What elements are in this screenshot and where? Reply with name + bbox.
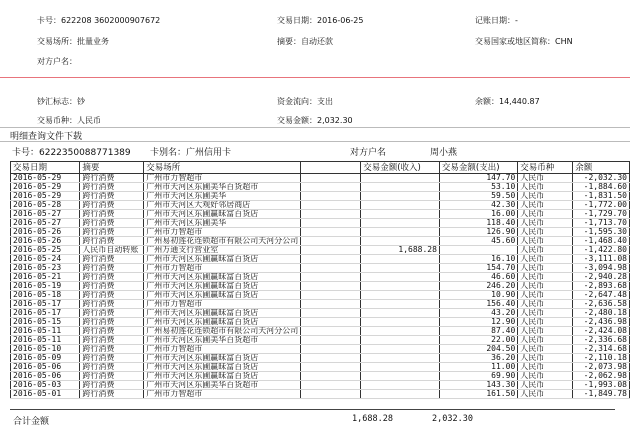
cell-income [361, 282, 440, 291]
cell-date: 2016-05-06 [11, 372, 80, 381]
balance-field: 余额：14,440.87 [475, 97, 540, 106]
cell-expense: 204.50 [439, 345, 517, 354]
cell-currency: 人民币 [518, 282, 573, 291]
cell-income [361, 372, 440, 381]
counterparty-label: 对方户名 [350, 148, 387, 158]
trade-place-field: 交易场所：批量业务 [37, 37, 109, 46]
cell-blank [301, 246, 361, 255]
cell-expense: 46.60 [439, 273, 517, 282]
cell-balance: -2,636.58 [573, 300, 630, 309]
cell-place: 广州市天河区东圃赢昧富百货店 [144, 363, 301, 372]
cell-date: 2016-05-09 [11, 354, 80, 363]
cell-place: 广州市力智超市 [144, 228, 301, 237]
table-row [11, 237, 630, 246]
cell-date: 2016-05-29 [11, 192, 80, 201]
cell-blank [301, 264, 361, 273]
cell-balance: -2,893.68 [573, 282, 630, 291]
total-expense: 2,032.30 [432, 414, 473, 424]
cell-blank [301, 273, 361, 282]
cell-expense: 59.50 [439, 192, 517, 201]
statement-card-alias: 卡别名：广州信用卡 [150, 148, 232, 158]
cell-summary: 跨行消费 [80, 291, 144, 300]
cell-blank [301, 318, 361, 327]
cell-balance: -1,849.78 [573, 390, 630, 399]
cell-currency: 人民币 [518, 372, 573, 381]
cell-balance: -1,831.50 [573, 192, 630, 201]
cell-balance: -2,940.28 [573, 273, 630, 282]
cell-blank [301, 309, 361, 318]
cell-place: 广州市天河区东圃赢昧富百货店 [144, 291, 301, 300]
cell-currency: 人民币 [518, 345, 573, 354]
cell-summary: 跨行消费 [80, 228, 144, 237]
cell-currency: 人民币 [518, 219, 573, 228]
cell-place: 广州市天河区东圃赢昧富百货店 [144, 309, 301, 318]
cell-income [361, 237, 440, 246]
footer-divider [10, 409, 615, 410]
cell-date: 2016-05-11 [11, 327, 80, 336]
cell-expense: 143.30 [439, 381, 517, 390]
cell-summary: 跨行消费 [80, 318, 144, 327]
cell-expense: 53.10 [439, 183, 517, 192]
cell-balance: -1,884.60 [573, 183, 630, 192]
col-header-blank [301, 162, 361, 174]
cell-place: 广州市力智超市 [144, 300, 301, 309]
table-row [11, 201, 630, 210]
currency-field: 交易币种：人民币 [37, 116, 101, 125]
cell-blank [301, 336, 361, 345]
cell-balance: -1,993.08 [573, 381, 630, 390]
cell-balance: -2,480.18 [573, 309, 630, 318]
cell-currency: 人民币 [518, 210, 573, 219]
cell-balance: -3,111.08 [573, 255, 630, 264]
table-row [11, 345, 630, 354]
cell-expense: 156.40 [439, 300, 517, 309]
cell-summary: 跨行消费 [80, 345, 144, 354]
cell-expense: 246.20 [439, 282, 517, 291]
table-row [11, 273, 630, 282]
cell-date: 2016-05-01 [11, 390, 80, 399]
cell-expense: 118.40 [439, 219, 517, 228]
cell-income [361, 327, 440, 336]
cell-date: 2016-05-26 [11, 228, 80, 237]
cell-date: 2016-05-11 [11, 336, 80, 345]
table-row [11, 210, 630, 219]
cell-income: 1,688.28 [361, 246, 440, 255]
cell-place: 广州市天河区东圃赢昧富百货店 [144, 372, 301, 381]
cell-date: 2016-05-15 [11, 318, 80, 327]
table-row [11, 228, 630, 237]
table-row [11, 174, 630, 183]
cell-currency: 人民币 [518, 174, 573, 183]
cell-summary: 跨行消费 [80, 192, 144, 201]
cell-income [361, 174, 440, 183]
cell-expense: 22.00 [439, 336, 517, 345]
cell-summary: 跨行消费 [80, 372, 144, 381]
cell-place: 广州市天河区大观好邻居商店 [144, 201, 301, 210]
cell-date: 2016-05-26 [11, 237, 80, 246]
cell-expense: 147.70 [439, 174, 517, 183]
cell-summary: 跨行消费 [80, 390, 144, 399]
cell-balance: -1,772.00 [573, 201, 630, 210]
cell-place: 广州市天河区东圃赢昧富百货店 [144, 255, 301, 264]
col-header-currency: 交易币种 [518, 162, 573, 174]
cell-expense: 154.70 [439, 264, 517, 273]
cell-place: 广州市天河区东圃美华百货超市 [144, 381, 301, 390]
cell-currency: 人民币 [518, 201, 573, 210]
table-row [11, 219, 630, 228]
cell-currency: 人民币 [518, 264, 573, 273]
total-income: 1,688.28 [352, 414, 393, 424]
cell-currency: 人民币 [518, 390, 573, 399]
statement-card-number: 卡号：6222350088771389 [12, 148, 131, 158]
cell-balance: -2,424.08 [573, 327, 630, 336]
cell-currency: 人民币 [518, 237, 573, 246]
col-header-summary: 摘要 [80, 162, 144, 174]
cell-date: 2016-05-17 [11, 309, 80, 318]
cell-balance: -1,713.70 [573, 219, 630, 228]
cell-income [361, 228, 440, 237]
cell-income [361, 309, 440, 318]
cell-summary: 跨行消费 [80, 309, 144, 318]
cell-balance: -2,314.68 [573, 345, 630, 354]
cell-place: 广州市天河区东圃赢昧富百货店 [144, 282, 301, 291]
cell-date: 2016-05-10 [11, 345, 80, 354]
cell-income [361, 273, 440, 282]
card-number-field: 卡号：622208 3602000907672 [37, 16, 161, 25]
cell-blank [301, 210, 361, 219]
cell-currency: 人民币 [518, 309, 573, 318]
cell-blank [301, 255, 361, 264]
cell-date: 2016-05-18 [11, 291, 80, 300]
cell-date: 2016-05-17 [11, 300, 80, 309]
counterparty-value: 周小燕 [430, 148, 458, 158]
cell-place: 广州市天河区东圃美华 [144, 192, 301, 201]
cell-currency: 人民币 [518, 255, 573, 264]
cell-place: 广州市天河区东圃赢昧富百货店 [144, 210, 301, 219]
cell-blank [301, 327, 361, 336]
cell-blank [301, 372, 361, 381]
cell-currency: 人民币 [518, 273, 573, 282]
cell-blank [301, 174, 361, 183]
table-row [11, 192, 630, 201]
cell-income [361, 192, 440, 201]
cell-income [361, 300, 440, 309]
cash-flag-field: 钞汇标志：钞 [37, 97, 85, 106]
table-row [11, 309, 630, 318]
cell-currency: 人民币 [518, 363, 573, 372]
cell-date: 2016-05-23 [11, 264, 80, 273]
cell-balance: -1,468.40 [573, 237, 630, 246]
post-date-field: 记账日期：- [475, 16, 518, 25]
table-row [11, 336, 630, 345]
cell-date: 2016-05-21 [11, 273, 80, 282]
cell-income [361, 363, 440, 372]
section-title-underline [0, 141, 630, 142]
cell-summary: 人民币自动转账 [80, 246, 144, 255]
table-row [11, 183, 630, 192]
cell-currency: 人民币 [518, 183, 573, 192]
cell-place: 广州市天河区东圃美华 [144, 219, 301, 228]
cell-blank [301, 201, 361, 210]
cell-currency: 人民币 [518, 192, 573, 201]
cell-income [361, 255, 440, 264]
cell-balance: -1,595.30 [573, 228, 630, 237]
table-row [11, 327, 630, 336]
cell-date: 2016-05-27 [11, 210, 80, 219]
cell-income [361, 345, 440, 354]
table-row [11, 318, 630, 327]
cell-blank [301, 282, 361, 291]
cell-income [361, 336, 440, 345]
cell-blank [301, 354, 361, 363]
cell-income [361, 219, 440, 228]
cell-place: 广州市天河区东圃赢昧富百货店 [144, 318, 301, 327]
cell-expense: 126.90 [439, 228, 517, 237]
cell-place: 广州易初莲花连锁超市有限公司天河分公司 [144, 237, 301, 246]
cell-place: 广州市力智超市 [144, 345, 301, 354]
cell-summary: 跨行消费 [80, 264, 144, 273]
cell-place: 广州万通支行营业室 [144, 246, 301, 255]
cell-balance: -3,094.98 [573, 264, 630, 273]
cell-expense: 161.50 [439, 390, 517, 399]
cell-summary: 跨行消费 [80, 336, 144, 345]
table-row [11, 354, 630, 363]
cell-expense: 43.20 [439, 309, 517, 318]
cell-blank [301, 192, 361, 201]
cell-currency: 人民币 [518, 381, 573, 390]
cell-summary: 跨行消费 [80, 237, 144, 246]
cell-summary: 跨行消费 [80, 210, 144, 219]
country-field: 交易国家或地区简称：CHN [475, 37, 573, 46]
fund-flow-field: 资金流向：支出 [277, 97, 333, 106]
cell-blank [301, 381, 361, 390]
cell-expense: 12.90 [439, 318, 517, 327]
cell-date: 2016-05-25 [11, 246, 80, 255]
col-header-date: 交易日期 [11, 162, 80, 174]
transaction-table [10, 161, 630, 399]
cell-date: 2016-05-29 [11, 183, 80, 192]
cell-summary: 跨行消费 [80, 282, 144, 291]
cell-balance: -1,422.80 [573, 246, 630, 255]
cell-blank [301, 300, 361, 309]
cell-date: 2016-05-19 [11, 282, 80, 291]
table-row [11, 381, 630, 390]
cell-currency: 人民币 [518, 336, 573, 345]
cell-balance: -2,110.18 [573, 354, 630, 363]
cell-place: 广州市天河区东圃赢昧富百货店 [144, 273, 301, 282]
cell-summary: 跨行消费 [80, 327, 144, 336]
cell-currency: 人民币 [518, 300, 573, 309]
cell-date: 2016-05-24 [11, 255, 80, 264]
cell-blank [301, 228, 361, 237]
counterparty-field: 对方户名： [37, 57, 77, 66]
cell-summary: 跨行消费 [80, 183, 144, 192]
table-row [11, 363, 630, 372]
amount-field: 交易金额：2,032.30 [277, 116, 353, 125]
cell-balance: -1,729.70 [573, 210, 630, 219]
cell-date: 2016-05-06 [11, 363, 80, 372]
cell-place: 广州市力智超市 [144, 174, 301, 183]
cell-income [361, 183, 440, 192]
cell-expense: 42.30 [439, 201, 517, 210]
cell-expense: 45.60 [439, 237, 517, 246]
section-divider [0, 127, 630, 128]
table-row [11, 291, 630, 300]
cell-income [361, 318, 440, 327]
cell-expense: 16.00 [439, 210, 517, 219]
cell-expense: 36.20 [439, 354, 517, 363]
cell-currency: 人民币 [518, 318, 573, 327]
cell-balance: -2,436.98 [573, 318, 630, 327]
cell-summary: 跨行消费 [80, 273, 144, 282]
cell-blank [301, 363, 361, 372]
cell-currency: 人民币 [518, 327, 573, 336]
cell-place: 广州市天河区东圃赢昧富百货店 [144, 354, 301, 363]
cell-currency: 人民币 [518, 354, 573, 363]
cell-currency: 人民币 [518, 228, 573, 237]
table-row [11, 282, 630, 291]
cell-income [361, 264, 440, 273]
cell-expense: 87.40 [439, 327, 517, 336]
cell-income [361, 201, 440, 210]
cell-summary: 跨行消费 [80, 363, 144, 372]
col-header-place: 交易场所 [144, 162, 301, 174]
cell-blank [301, 219, 361, 228]
cell-blank [301, 183, 361, 192]
total-label: 合计金额 [13, 417, 50, 427]
cell-place: 广州市天河区东圃美华百货超市 [144, 183, 301, 192]
cell-date: 2016-05-28 [11, 201, 80, 210]
cell-balance: -2,336.68 [573, 336, 630, 345]
trade-date-field: 交易日期：2016-06-25 [277, 16, 364, 25]
cell-balance: -2,062.98 [573, 372, 630, 381]
cell-summary: 跨行消费 [80, 174, 144, 183]
table-row [11, 390, 630, 399]
cell-place: 广州易初莲花连锁超市有限公司天河分公司 [144, 327, 301, 336]
cell-currency: 人民币 [518, 291, 573, 300]
col-header-income: 交易金额(收入) [361, 162, 440, 174]
cell-income [361, 390, 440, 399]
cell-blank [301, 291, 361, 300]
cell-summary: 跨行消费 [80, 381, 144, 390]
table-row [11, 372, 630, 381]
cell-expense [439, 246, 517, 255]
cell-date: 2016-05-03 [11, 381, 80, 390]
cell-income [361, 354, 440, 363]
cell-expense: 69.90 [439, 372, 517, 381]
cell-summary: 跨行消费 [80, 354, 144, 363]
cell-expense: 11.00 [439, 363, 517, 372]
cell-expense: 10.90 [439, 291, 517, 300]
col-header-balance: 余额 [573, 162, 630, 174]
cell-income [361, 210, 440, 219]
cell-place: 广州市力智超市 [144, 390, 301, 399]
cell-place: 广州市力智超市 [144, 264, 301, 273]
cell-blank [301, 345, 361, 354]
cell-date: 2016-05-29 [11, 174, 80, 183]
table-header-row [11, 162, 630, 174]
cell-summary: 跨行消费 [80, 300, 144, 309]
table-row [11, 246, 630, 255]
statement-download-title: 明细查询文件下载 [10, 132, 83, 142]
cell-blank [301, 237, 361, 246]
cell-balance: -2,647.48 [573, 291, 630, 300]
cell-summary: 跨行消费 [80, 219, 144, 228]
cell-date: 2016-05-27 [11, 219, 80, 228]
cell-income [361, 291, 440, 300]
cell-income [361, 381, 440, 390]
col-header-expense: 交易金额(支出) [439, 162, 517, 174]
cell-currency: 人民币 [518, 246, 573, 255]
table-row [11, 300, 630, 309]
cell-place: 广州市天河区东圃美华百货超市 [144, 336, 301, 345]
table-row [11, 264, 630, 273]
summary-field: 摘要：自动还款 [277, 37, 333, 46]
cell-summary: 跨行消费 [80, 255, 144, 264]
cell-balance: -2,032.30 [573, 174, 630, 183]
table-row [11, 255, 630, 264]
cell-blank [301, 390, 361, 399]
cell-summary: 跨行消费 [80, 201, 144, 210]
divider-line [0, 77, 630, 78]
cell-balance: -2,073.98 [573, 363, 630, 372]
cell-expense: 16.10 [439, 255, 517, 264]
